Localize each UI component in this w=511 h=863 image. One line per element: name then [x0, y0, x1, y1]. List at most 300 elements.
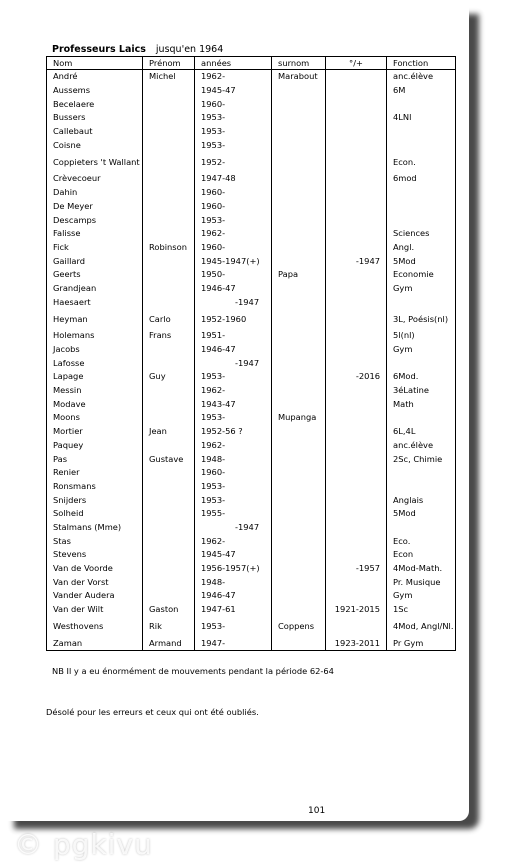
cell-nom: Lapage — [47, 370, 143, 384]
cell-fonction — [387, 295, 456, 309]
cell-surnom — [272, 562, 326, 576]
cell-nom: Van der Wilt — [47, 603, 143, 617]
cell-prenom — [143, 466, 195, 480]
cell-annees: 1947-61 — [195, 603, 272, 617]
cell-birth-death — [326, 282, 387, 296]
cell-prenom — [143, 186, 195, 200]
table-row — [47, 295, 456, 309]
cell-annees: 1950- — [195, 268, 272, 282]
cell-prenom: Armand — [143, 636, 195, 650]
cell-fonction: Gym — [387, 282, 456, 296]
cell-nom: Geerts — [47, 268, 143, 282]
cell-nom: Ronsmans — [47, 480, 143, 494]
cell-prenom: Michel — [143, 70, 195, 84]
cell-birth-death — [326, 521, 387, 535]
cell-prenom — [143, 562, 195, 576]
cell-fonction: Angl. — [387, 241, 456, 255]
cell-nom: Westhovens — [47, 616, 143, 636]
table-row — [47, 97, 456, 111]
cell-fonction: Math — [387, 397, 456, 411]
cell-surnom — [272, 295, 326, 309]
cell-birth-death — [326, 397, 387, 411]
cell-birth-death — [326, 534, 387, 548]
cell-annees: 1953- — [195, 111, 272, 125]
cell-birth-death: 1921-2015 — [326, 603, 387, 617]
cell-prenom — [143, 125, 195, 139]
cell-annees: 1955- — [195, 507, 272, 521]
cell-birth-death — [326, 493, 387, 507]
cell-annees: 1953- — [195, 213, 272, 227]
cell-surnom — [272, 241, 326, 255]
cell-fonction: 3L, Poésis(nl) — [387, 309, 456, 329]
cell-fonction: 6mod — [387, 172, 456, 186]
table-row — [47, 384, 456, 398]
cell-surnom — [272, 493, 326, 507]
cell-nom: Modave — [47, 397, 143, 411]
cell-birth-death — [326, 97, 387, 111]
cell-surnom — [272, 548, 326, 562]
table-row — [47, 268, 456, 282]
cell-fonction: 5Mod — [387, 254, 456, 268]
cell-fonction: 1Sc — [387, 603, 456, 617]
cell-surnom — [272, 172, 326, 186]
cell-annees: 1960- — [195, 200, 272, 214]
col-header-nom: Nom — [47, 57, 143, 70]
cell-nom: Renier — [47, 466, 143, 480]
cell-annees: 1947- — [195, 636, 272, 650]
cell-surnom — [272, 480, 326, 494]
cell-fonction: 6M — [387, 84, 456, 98]
cell-surnom — [272, 397, 326, 411]
cell-birth-death — [326, 356, 387, 370]
cell-fonction — [387, 356, 456, 370]
cell-surnom — [272, 603, 326, 617]
cell-surnom — [272, 466, 326, 480]
cell-birth-death — [326, 227, 387, 241]
cell-prenom: Guy — [143, 370, 195, 384]
cell-annees: -1947 — [195, 521, 272, 535]
table-row — [47, 356, 456, 370]
cell-annees: 1953- — [195, 616, 272, 636]
cell-birth-death: -2016 — [326, 370, 387, 384]
cell-nom: Snijders — [47, 493, 143, 507]
cell-prenom: Jean — [143, 425, 195, 439]
col-header-surnom: surnom — [272, 57, 326, 70]
cell-annees: 1952-1960 — [195, 309, 272, 329]
cell-prenom — [143, 227, 195, 241]
cell-surnom — [272, 125, 326, 139]
cell-annees: 1953- — [195, 493, 272, 507]
cell-birth-death — [326, 589, 387, 603]
cell-birth-death — [326, 507, 387, 521]
cell-prenom: Gaston — [143, 603, 195, 617]
cell-nom: Fick — [47, 241, 143, 255]
table-row — [47, 397, 456, 411]
cell-fonction: Pr. Musique — [387, 575, 456, 589]
table-row — [47, 562, 456, 576]
cell-fonction: Gym — [387, 343, 456, 357]
cell-annees: -1947 — [195, 295, 272, 309]
table-row — [47, 309, 456, 329]
cell-annees: 1946-47 — [195, 282, 272, 296]
table-row — [47, 125, 456, 139]
watermark: © pgkivu — [14, 828, 153, 861]
cell-nom: Gaillard — [47, 254, 143, 268]
cell-prenom — [143, 411, 195, 425]
cell-fonction: 4Mod-Math. — [387, 562, 456, 576]
cell-prenom — [143, 254, 195, 268]
cell-nom: De Meyer — [47, 200, 143, 214]
cell-annees: 1962- — [195, 227, 272, 241]
cell-fonction: anc.élève — [387, 439, 456, 453]
cell-nom: Jacobs — [47, 343, 143, 357]
page-number: 101 — [308, 806, 326, 816]
cell-birth-death — [326, 384, 387, 398]
cell-birth-death — [326, 268, 387, 282]
cell-prenom: Rik — [143, 616, 195, 636]
cell-birth-death — [326, 343, 387, 357]
cell-fonction: Econ — [387, 548, 456, 562]
table-row — [47, 172, 456, 186]
cell-annees: 1962- — [195, 70, 272, 84]
cell-annees: 1953- — [195, 370, 272, 384]
table-row — [47, 186, 456, 200]
cell-fonction: 5l(nl) — [387, 329, 456, 343]
professors-table — [46, 56, 456, 651]
cell-fonction: Sciences — [387, 227, 456, 241]
table-row — [47, 480, 456, 494]
cell-birth-death — [326, 548, 387, 562]
col-header-prenom: Prénom — [143, 57, 195, 70]
cell-birth-death — [326, 439, 387, 453]
cell-annees: 1946-47 — [195, 589, 272, 603]
table-row — [47, 370, 456, 384]
cell-birth-death — [326, 295, 387, 309]
cell-annees: 1947-48 — [195, 172, 272, 186]
cell-nom: Heyman — [47, 309, 143, 329]
cell-birth-death — [326, 411, 387, 425]
cell-birth-death — [326, 466, 387, 480]
cell-birth-death: 1923-2011 — [326, 636, 387, 650]
cell-nom: Messin — [47, 384, 143, 398]
cell-nom: Vander Audera — [47, 589, 143, 603]
cell-prenom — [143, 152, 195, 172]
cell-annees: 1945-1947(+) — [195, 254, 272, 268]
table-row — [47, 111, 456, 125]
table-header-row — [47, 57, 456, 70]
cell-annees: -1947 — [195, 356, 272, 370]
cell-fonction: 6Mod. — [387, 370, 456, 384]
cell-surnom — [272, 425, 326, 439]
cell-nom: Coisne — [47, 138, 143, 152]
cell-fonction: Pr Gym — [387, 636, 456, 650]
cell-surnom: Mupanga — [272, 411, 326, 425]
cell-prenom: Frans — [143, 329, 195, 343]
cell-birth-death — [326, 616, 387, 636]
cell-birth-death — [326, 138, 387, 152]
footnote: NB Il y a eu énormément de mouvements pendant la période 62-64 — [52, 666, 334, 676]
cell-prenom — [143, 493, 195, 507]
cell-nom: Grandjean — [47, 282, 143, 296]
cell-birth-death — [326, 125, 387, 139]
cell-birth-death — [326, 84, 387, 98]
cell-nom: Stevens — [47, 548, 143, 562]
cell-surnom — [272, 452, 326, 466]
cell-prenom — [143, 507, 195, 521]
cell-birth-death — [326, 186, 387, 200]
table-row — [47, 425, 456, 439]
cell-prenom — [143, 534, 195, 548]
table-row — [47, 282, 456, 296]
cell-annees: 1960- — [195, 97, 272, 111]
table-row — [47, 152, 456, 172]
cell-prenom — [143, 282, 195, 296]
cell-fonction: 6L,4L — [387, 425, 456, 439]
cell-nom: Van de Voorde — [47, 562, 143, 576]
cell-surnom — [272, 356, 326, 370]
cell-nom: Falisse — [47, 227, 143, 241]
cell-annees: 1956-1957(+) — [195, 562, 272, 576]
cell-annees: 1953- — [195, 411, 272, 425]
cell-fonction: Anglais — [387, 493, 456, 507]
cell-surnom — [272, 152, 326, 172]
table-row — [47, 138, 456, 152]
cell-surnom — [272, 343, 326, 357]
cell-nom: Bussers — [47, 111, 143, 125]
cell-nom: Stas — [47, 534, 143, 548]
cell-birth-death — [326, 70, 387, 84]
table-heading — [52, 44, 223, 55]
table-row — [47, 534, 456, 548]
cell-prenom — [143, 84, 195, 98]
cell-nom: Stalmans (Mme) — [47, 521, 143, 535]
cell-annees: 1948- — [195, 575, 272, 589]
cell-fonction: Eco. — [387, 534, 456, 548]
cell-annees: 1953- — [195, 480, 272, 494]
cell-prenom — [143, 384, 195, 398]
cell-prenom: Carlo — [143, 309, 195, 329]
table-row — [47, 548, 456, 562]
table-row — [47, 200, 456, 214]
cell-fonction: 4LNl — [387, 111, 456, 125]
cell-fonction — [387, 521, 456, 535]
cell-fonction: 4Mod, Angl/Nl. — [387, 616, 456, 636]
table-row — [47, 507, 456, 521]
table-row — [47, 521, 456, 535]
cell-nom: Dahin — [47, 186, 143, 200]
cell-nom: Crèvecoeur — [47, 172, 143, 186]
cell-surnom: Papa — [272, 268, 326, 282]
table-row — [47, 636, 456, 650]
cell-prenom — [143, 295, 195, 309]
cell-birth-death: -1957 — [326, 562, 387, 576]
cell-surnom — [272, 138, 326, 152]
cell-prenom — [143, 268, 195, 282]
col-header-fonction: Fonction — [387, 57, 456, 70]
cell-prenom — [143, 111, 195, 125]
table-row — [47, 575, 456, 589]
cell-fonction: Economie — [387, 268, 456, 282]
table-row — [47, 213, 456, 227]
cell-prenom — [143, 480, 195, 494]
cell-nom: Descamps — [47, 213, 143, 227]
table-row — [47, 329, 456, 343]
cell-fonction: Gym — [387, 589, 456, 603]
cell-surnom — [272, 521, 326, 535]
cell-annees: 1952-56 ? — [195, 425, 272, 439]
cell-birth-death — [326, 329, 387, 343]
cell-annees: 1962- — [195, 534, 272, 548]
table-row — [47, 589, 456, 603]
cell-nom: André — [47, 70, 143, 84]
cell-nom: Zaman — [47, 636, 143, 650]
cell-prenom — [143, 439, 195, 453]
cell-nom: Aussems — [47, 84, 143, 98]
cell-surnom — [272, 227, 326, 241]
cell-annees: 1953- — [195, 125, 272, 139]
cell-annees: 1943-47 — [195, 397, 272, 411]
cell-nom: Van der Vorst — [47, 575, 143, 589]
cell-surnom — [272, 370, 326, 384]
cell-annees: 1948- — [195, 452, 272, 466]
cell-prenom — [143, 343, 195, 357]
cell-prenom — [143, 200, 195, 214]
cell-birth-death — [326, 172, 387, 186]
cell-fonction — [387, 125, 456, 139]
cell-prenom — [143, 548, 195, 562]
cell-nom: Haesaert — [47, 295, 143, 309]
heading-subtitle: jusqu'en 1964 — [155, 44, 224, 55]
cell-surnom — [272, 636, 326, 650]
table-row — [47, 241, 456, 255]
cell-prenom: Robinson — [143, 241, 195, 255]
cell-surnom — [272, 589, 326, 603]
cell-surnom — [272, 507, 326, 521]
cell-birth-death — [326, 425, 387, 439]
cell-nom: Solheid — [47, 507, 143, 521]
cell-surnom — [272, 384, 326, 398]
cell-birth-death — [326, 452, 387, 466]
heading-title: Professeurs Laics — [52, 44, 146, 55]
cell-fonction: 5Mod — [387, 507, 456, 521]
cell-surnom — [272, 97, 326, 111]
cell-nom: Holemans — [47, 329, 143, 343]
cell-prenom — [143, 97, 195, 111]
cell-annees: 1960- — [195, 241, 272, 255]
cell-nom: Lafosse — [47, 356, 143, 370]
cell-surnom: Marabout — [272, 70, 326, 84]
cell-annees: 1951- — [195, 329, 272, 343]
cell-annees: 1945-47 — [195, 84, 272, 98]
cell-surnom — [272, 200, 326, 214]
cell-birth-death — [326, 575, 387, 589]
cell-nom: Mortier — [47, 425, 143, 439]
cell-nom: Pas — [47, 452, 143, 466]
table-row — [47, 227, 456, 241]
table-row — [47, 603, 456, 617]
cell-prenom — [143, 172, 195, 186]
cell-nom: Becelaere — [47, 97, 143, 111]
cell-surnom — [272, 309, 326, 329]
cell-surnom — [272, 439, 326, 453]
table-row — [47, 439, 456, 453]
cell-birth-death: -1947 — [326, 254, 387, 268]
cell-fonction: Econ. — [387, 152, 456, 172]
cell-annees: 1946-47 — [195, 343, 272, 357]
cell-annees: 1953- — [195, 138, 272, 152]
table-row — [47, 84, 456, 98]
cell-prenom — [143, 397, 195, 411]
table-row — [47, 254, 456, 268]
cell-surnom — [272, 111, 326, 125]
cell-nom: Callebaut — [47, 125, 143, 139]
cell-birth-death — [326, 152, 387, 172]
cell-birth-death — [326, 213, 387, 227]
col-header-annees: années — [195, 57, 272, 70]
cell-surnom — [272, 186, 326, 200]
cell-surnom — [272, 282, 326, 296]
cell-birth-death — [326, 200, 387, 214]
cell-surnom — [272, 329, 326, 343]
cell-surnom — [272, 213, 326, 227]
cell-prenom — [143, 213, 195, 227]
table-row — [47, 452, 456, 466]
table-row — [47, 493, 456, 507]
cell-fonction: 3éLatine — [387, 384, 456, 398]
cell-fonction — [387, 97, 456, 111]
cell-annees: 1962- — [195, 384, 272, 398]
cell-annees: 1960- — [195, 186, 272, 200]
cell-annees: 1960- — [195, 466, 272, 480]
table-row — [47, 411, 456, 425]
table-row — [47, 466, 456, 480]
cell-surnom — [272, 575, 326, 589]
cell-annees: 1962- — [195, 439, 272, 453]
cell-surnom — [272, 254, 326, 268]
cell-surnom: Coppens — [272, 616, 326, 636]
cell-annees: 1945-47 — [195, 548, 272, 562]
cell-surnom — [272, 84, 326, 98]
cell-fonction: 2Sc, Chimie — [387, 452, 456, 466]
cell-fonction: anc.élève — [387, 70, 456, 84]
cell-prenom — [143, 138, 195, 152]
cell-nom: Coppieters 't Wallant — [47, 152, 143, 172]
cell-nom: Paquey — [47, 439, 143, 453]
table-row — [47, 343, 456, 357]
cell-birth-death — [326, 241, 387, 255]
cell-fonction — [387, 138, 456, 152]
cell-surnom — [272, 534, 326, 548]
cell-prenom — [143, 356, 195, 370]
cell-annees: 1952- — [195, 152, 272, 172]
cell-fonction — [387, 466, 456, 480]
cell-prenom: Gustave — [143, 452, 195, 466]
cell-fonction — [387, 480, 456, 494]
cell-birth-death — [326, 111, 387, 125]
cell-prenom — [143, 589, 195, 603]
table-row — [47, 70, 456, 84]
table-row — [47, 616, 456, 636]
cell-fonction — [387, 200, 456, 214]
cell-fonction — [387, 411, 456, 425]
cell-prenom — [143, 521, 195, 535]
col-header-birth-death: °/+ — [326, 57, 387, 70]
cell-birth-death — [326, 309, 387, 329]
cell-nom: Moons — [47, 411, 143, 425]
cell-prenom — [143, 575, 195, 589]
cell-birth-death — [326, 480, 387, 494]
cell-fonction — [387, 186, 456, 200]
